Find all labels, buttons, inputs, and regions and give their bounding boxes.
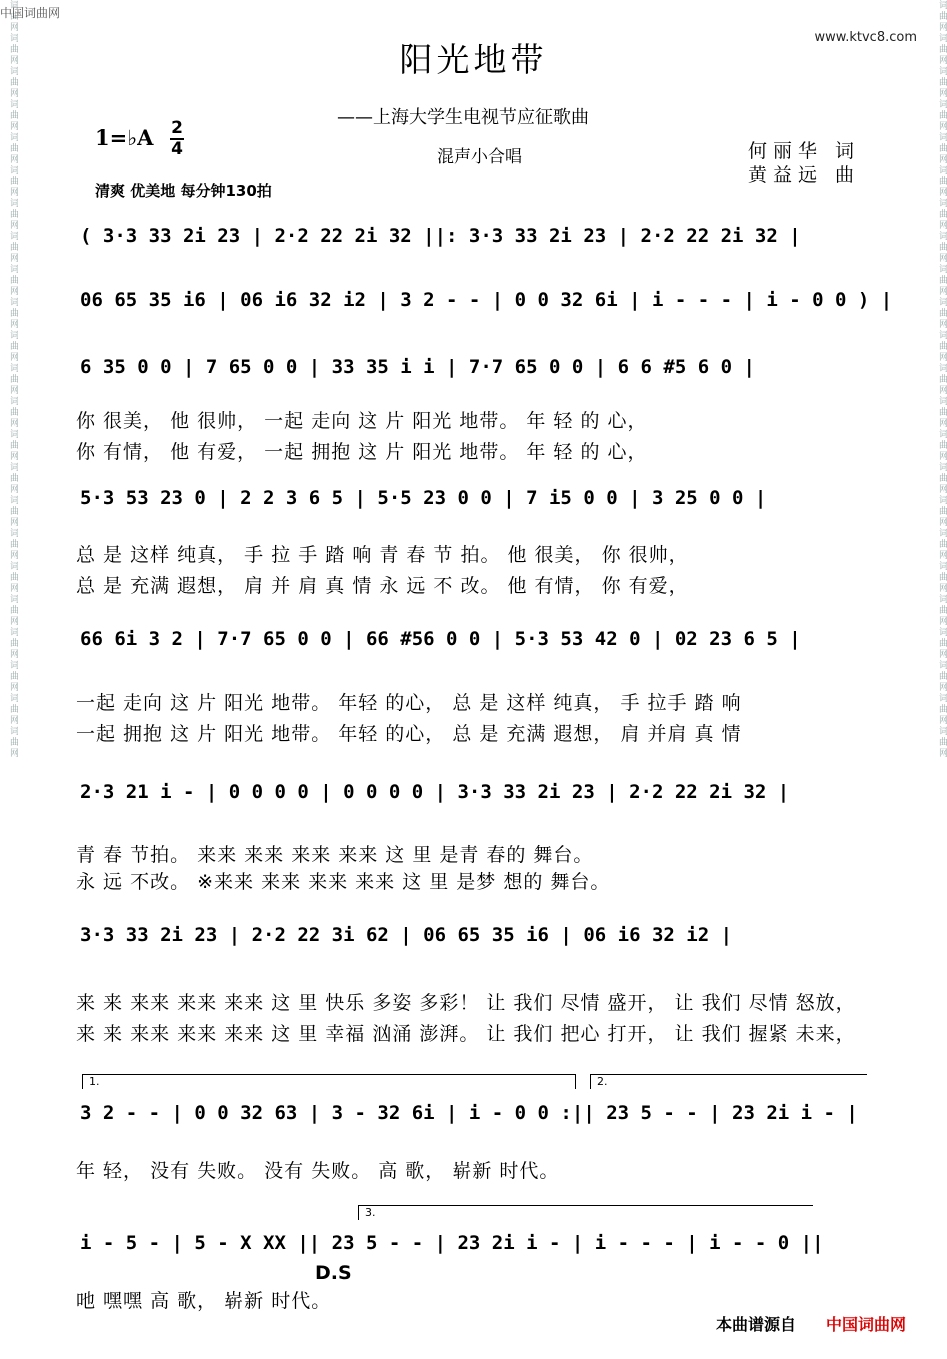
song-subtitle: ——上海大学生电视节应征歌曲 <box>337 107 589 128</box>
lyric-line: 年 轻， 没有 失败。 没有 失败。 高 歌， 崭新 时代。 <box>76 1160 560 1182</box>
time-signature <box>170 120 184 158</box>
notation-text: 3·3 33 2i 23 | 2·2 22 3i 62 | 06 65 35 i6 | 06 i6 32 i2 | <box>80 924 733 946</box>
notation-row-7 <box>76 918 871 958</box>
lyric-line: 总 是 充满 遐想， 肩 并 肩 真 情 永 远 不 改。 他 有情， 你 有爱， <box>76 575 689 597</box>
lyric-line: 总 是 这样 纯真， 手 拉 手 踏 响 青 春 节 拍。 他 很美， 你 很帅， <box>76 544 689 566</box>
left-edge-watermark: 词曲网词曲网词曲网词曲网词曲网词曲网词曲网词曲网词曲网词曲网词曲网词曲网词曲网词曲网词曲网词曲网词曲网词曲网词曲网词曲网词曲网词曲网词曲网 <box>8 0 18 759</box>
notation-row-4 <box>76 481 871 521</box>
notation-row-9 <box>76 1226 871 1266</box>
site-watermark-right: www.ktvc8.com <box>814 30 917 45</box>
performance-form: 混声小合唱 <box>437 147 522 167</box>
source-site-link[interactable]: 中国词曲网 <box>826 1315 907 1334</box>
lyric-line: 来 来 来来 来来 来来 这 里 快乐 多姿 多彩！ 让 我们 尽情 盛开， 让 我们 尽情 怒放， <box>76 992 856 1014</box>
notation-text: i - 5 - | 5 - X XX || 23 5 - - | 23 2i i - | i - - - | i - - 0 || <box>80 1232 824 1254</box>
dal-segno-mark: D.S <box>315 1262 352 1284</box>
notation-row-3 <box>76 350 871 390</box>
site-watermark-left: 中国词曲网 <box>0 6 61 20</box>
notation-row-6 <box>76 775 871 815</box>
lyric-line: 你 有情， 他 有爱， 一起 拥抱 这 片 阳光 地带。 年 轻 的 心， <box>76 441 648 463</box>
lyric-line: 你 很美， 他 很帅， 一起 走向 这 片 阳光 地带。 年 轻 的 心， <box>76 410 648 432</box>
lyricist-credit: 何丽华 词 <box>748 140 861 162</box>
volta-third: 3. <box>358 1205 813 1220</box>
notation-row-1 <box>76 219 871 259</box>
notation-text: 6 35 0 0 | 7 65 0 0 | 33 35 i i | 7·7 65 0 0 | 6 6 #5 6 0 | <box>80 356 755 378</box>
notation-row-5 <box>76 622 871 662</box>
key-signature: 1=♭A <box>95 125 154 150</box>
song-title: 阳光地带 <box>399 40 548 79</box>
source-label: 本曲谱源自 <box>716 1315 797 1334</box>
notation-text: 5·3 53 23 0 | 2 2 3 6 5 | 5·5 23 0 0 | 7 i5 0 0 | 3 25 0 0 | <box>80 487 767 509</box>
lyric-line: 一起 拥抱 这 片 阳光 地带。 年轻 的心， 总 是 充满 遐想， 肩 并肩 真 情 <box>76 723 742 745</box>
lyric-line: 永 远 不改。 ※来来 来来 来来 来来 这 里 是梦 想的 舞台。 <box>76 871 611 893</box>
notation-text: 06 65 35 i6 | 06 i6 32 i2 | 3 2 - - | 0 0 32 6i | i - - - | i - 0 0 ) | <box>80 289 893 311</box>
notation-text: 66 6i 3 2 | 7·7 65 0 0 | 66 #56 0 0 | 5·3 53 42 0 | 02 23 6 5 | <box>80 628 801 650</box>
volta-second: 2. <box>590 1074 867 1089</box>
lyric-line: 一起 走向 这 片 阳光 地带。 年轻 的心， 总 是 这样 纯真， 手 拉手 踏 响 <box>76 692 742 714</box>
lyric-line: 吔 嘿嘿 高 歌， 崭新 时代。 <box>76 1290 332 1312</box>
composer-credit: 黄益远 曲 <box>748 164 861 186</box>
notation-row-8 <box>76 1096 871 1136</box>
lyric-line: 青 春 节拍。 来来 来来 来来 来来 这 里 是青 春的 舞台。 <box>76 844 594 866</box>
notation-text: ( 3·3 33 2i 23 | 2·2 22 2i 32 ||: 3·3 33 2i 23 | 2·2 22 2i 32 | <box>80 225 801 247</box>
volta-first: 1. <box>82 1074 576 1089</box>
time-sig-top: 2 <box>171 118 183 138</box>
right-edge-watermark: 词曲网词曲网词曲网词曲网词曲网词曲网词曲网词曲网词曲网词曲网词曲网词曲网词曲网词曲网词曲网词曲网词曲网词曲网词曲网词曲网词曲网词曲网词曲网 <box>937 0 947 759</box>
tempo-marking: 清爽 优美地 每分钟130拍 <box>95 182 272 200</box>
lyric-line: 来 来 来来 来来 来来 这 里 幸福 汹涌 澎湃。 让 我们 把心 打开， 让 我们 握紧 未来， <box>76 1023 856 1045</box>
notation-text: 2·3 21 i - | 0 0 0 0 | 0 0 0 0 | 3·3 33 2i 23 | 2·2 22 2i 32 | <box>80 781 790 803</box>
notation-text: 3 2 - - | 0 0 32 63 | 3 - 32 6i | i - 0 0 :|| 23 5 - - | 23 2i i - | <box>80 1102 858 1124</box>
notation-row-2 <box>76 283 893 323</box>
time-sig-bottom: 4 <box>171 139 183 159</box>
